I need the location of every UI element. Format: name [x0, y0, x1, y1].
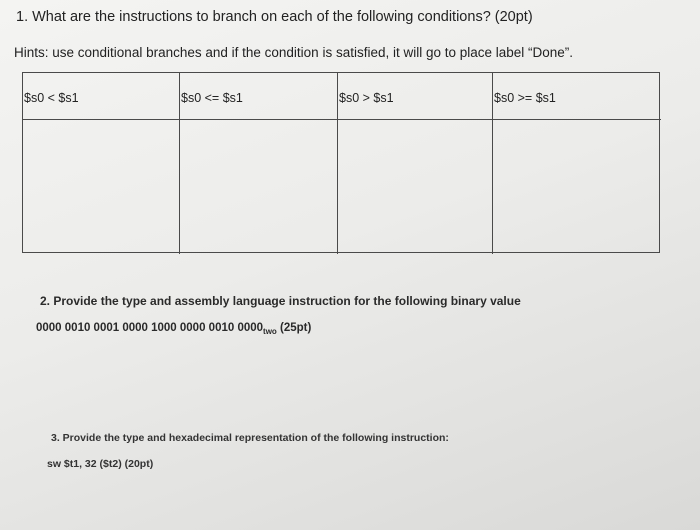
question-2-points: (25pt) [276, 322, 312, 334]
branch-conditions-table [22, 72, 660, 253]
condition-label: $s0 >= $s1 [494, 91, 556, 105]
answer-cell[interactable] [23, 120, 180, 254]
answer-cell[interactable] [338, 120, 493, 254]
condition-label: $s0 < $s1 [24, 91, 79, 105]
question-2-title: 2. Provide the type and assembly language instruction for the following binary value [40, 294, 521, 308]
table-header-cell [23, 73, 180, 120]
answer-cell[interactable] [180, 120, 338, 254]
question-3-title: 3. Provide the type and hexadecimal representation of the following instruction: [51, 432, 449, 444]
binary-digits: 0000 0010 0001 0000 1000 0000 0010 0000 [36, 322, 264, 334]
answer-cell[interactable] [493, 120, 661, 254]
table-header-cell [180, 73, 338, 120]
condition-label: $s0 <= $s1 [181, 91, 243, 105]
question-1-hints: Hints: use conditional branches and if the condition is satisfied, it will go to place label “Done”. [14, 45, 574, 60]
table-header-cell [338, 73, 493, 120]
condition-label: $s0 > $s1 [339, 91, 394, 105]
binary-subscript: two [263, 327, 277, 336]
question-2-binary-value [36, 322, 311, 336]
question-3-instruction: sw $t1, 32 ($t2) (20pt) [47, 458, 154, 470]
table-header-cell [493, 73, 661, 120]
question-1-title: 1. What are the instructions to branch on each of the following conditions? (20pt) [16, 9, 533, 25]
